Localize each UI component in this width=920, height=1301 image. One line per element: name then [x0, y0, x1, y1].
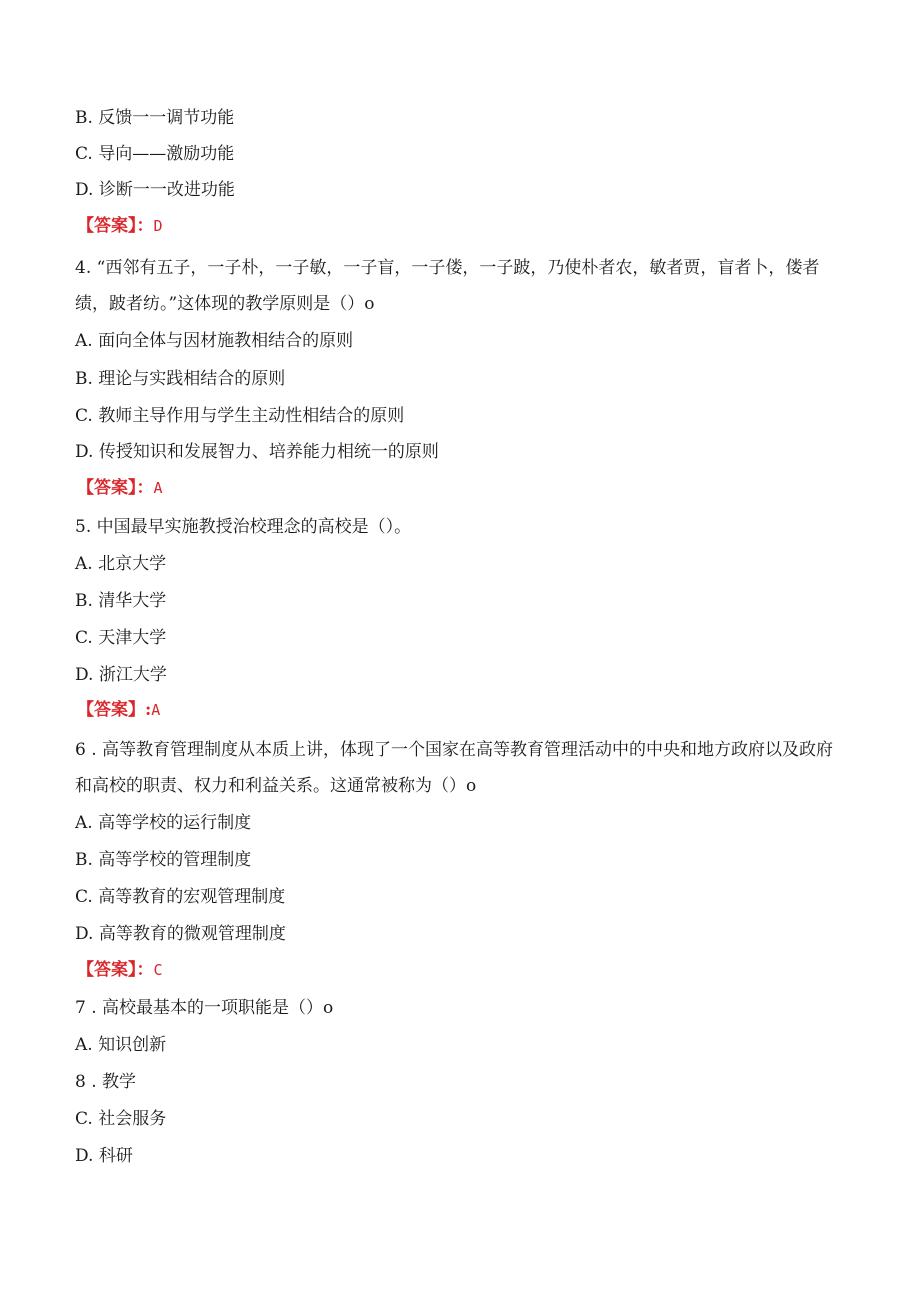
- q4-option-a: A. 面向全体与因材施教相结合的原则: [75, 331, 354, 351]
- q3-option-d: D. 诊断一一改进功能: [75, 180, 235, 200]
- q7-option-c: C. 社会服务: [75, 1109, 167, 1129]
- q7-option-a: A. 知识创新: [75, 1035, 167, 1055]
- q5-option-a: A. 北京大学: [75, 554, 167, 574]
- q6-answer: [77, 959, 163, 981]
- answer-label: 【答案】：: [77, 478, 154, 498]
- q3-option-b: B. 反馈一一调节功能: [75, 108, 235, 128]
- q4-stem: 4. “西邻有五子，一子朴，一子敏，一子盲，一子偻，一子跛，乃使朴者农，敏者贾，盲者卜，偻者绩，跛者纺。”这体现的教学原则是（）o: [75, 258, 820, 314]
- q5-stem: 5. 中国最早实施教授治校理念的高校是（）。: [75, 517, 412, 537]
- q3-answer: [77, 215, 163, 237]
- q3-option-c: C. 导向——激励功能: [75, 144, 235, 164]
- answer-label: 【答案】：: [77, 960, 154, 980]
- q6-option-b: B. 高等学校的管理制度: [75, 850, 252, 870]
- q6-option-a: A. 高等学校的运行制度: [75, 813, 252, 833]
- answer-value: A: [153, 479, 163, 497]
- q5-answer: [77, 699, 160, 721]
- q4-option-b: B. 理论与实践相结合的原则: [75, 369, 286, 389]
- q4-option-d: D. 传授知识和发展智力、培养能力相统一的原则: [75, 442, 439, 462]
- answer-value: D: [153, 217, 163, 235]
- answer-value: C: [153, 961, 163, 979]
- q5-option-d: D. 浙江大学: [75, 665, 167, 685]
- q6-option-c: C. 高等教育的宏观管理制度: [75, 887, 286, 907]
- q6-option-d: D. 高等教育的微观管理制度: [75, 924, 286, 944]
- q6-stem: 6 . 高等教育管理制度从本质上讲，体现了一个国家在高等教育管理活动中的中央和地方政府以及政府和高校的职责、权力和利益关系。这通常被称为（）o: [75, 740, 834, 796]
- q7-stem: 7 . 高校最基本的一项职能是（）o: [75, 998, 334, 1018]
- q5-option-c: C. 天津大学: [75, 628, 167, 648]
- q5-option-b: B. 清华大学: [75, 591, 167, 611]
- q7-option-b: 8 . 教学: [75, 1072, 137, 1092]
- q4-answer: [77, 477, 163, 499]
- answer-label: 【答案】:: [77, 700, 152, 720]
- answer-label: 【答案】：: [77, 216, 154, 236]
- q4-option-c: C. 教师主导作用与学生主动性相结合的原则: [75, 406, 405, 426]
- answer-value: A: [151, 701, 161, 719]
- q7-option-d: D. 科研: [75, 1146, 133, 1166]
